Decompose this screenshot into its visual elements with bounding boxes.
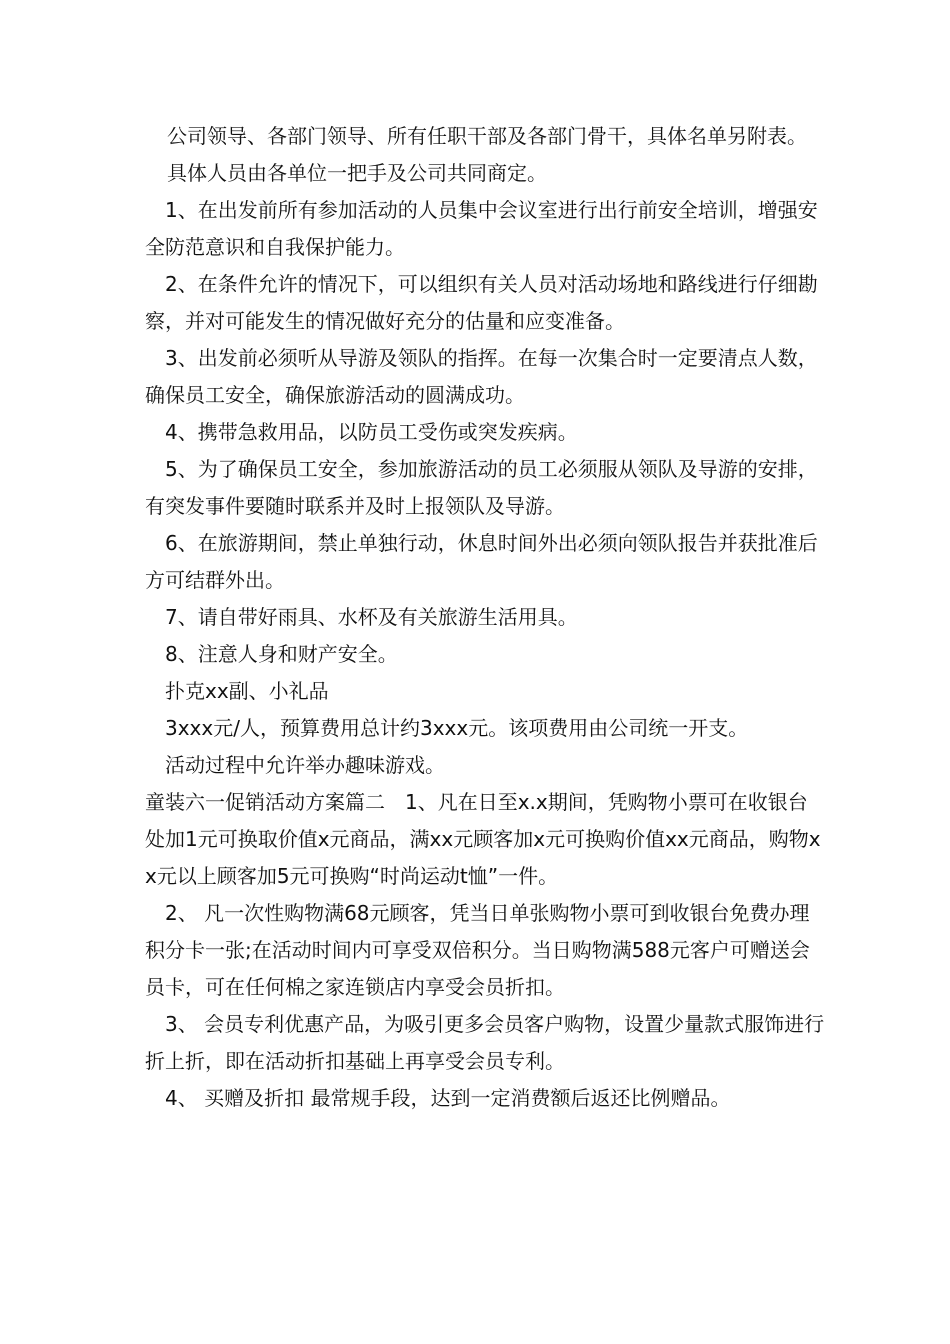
paragraph-budget: 3xxx元/人，预算费用总计约3xxx元。该项费用由公司统一开支。 xyxy=(165,716,749,740)
paragraph-item-3: 3、出发前必须听从导游及领队的指挥。在每一次集合时一定要清点人数，确保员工安全，确保旅游活动的圆满成功。 xyxy=(145,346,818,407)
paragraph-item-6: 6、在旅游期间，禁止单独行动，休息时间外出必须向领队报告并获批准后方可结群外出。 xyxy=(145,531,818,592)
paragraph-item-4: 4、携带急救用品，以防员工受伤或突发疾病。 xyxy=(165,420,578,444)
paragraph-plan-two-item-1: 童装六一促销活动方案篇二 1、凡在日至x.x期间，凭购物小票可在收银台处加1元可换取价值x元商品，满xx元顾客加x元可换购价值xx元商品，购物xx元以上顾客加5元可换购“时尚运动t恤”一件。 xyxy=(145,790,821,888)
paragraph-participants: 公司领导、各部门领导、所有任职干部及各部门骨干，具体名单另附表。 xyxy=(167,124,807,148)
paragraph-item-8: 8、注意人身和财产安全。 xyxy=(165,642,398,666)
paragraph-plan-two-item-3: 3、 会员专利优惠产品，为吸引更多会员客户购物，设置少量款式服饰进行折上折，即在活动折扣基础上再享受会员专利。 xyxy=(145,1012,825,1073)
paragraph-plan-two-item-4: 4、 买赠及折扣 最常规手段，达到一定消费额后返还比例赠品。 xyxy=(165,1086,731,1110)
paragraph-item-2: 2、在条件允许的情况下，可以组织有关人员对活动场地和路线进行仔细勘察，并对可能发生的情况做好充分的估量和应变准备。 xyxy=(145,272,818,333)
paragraph-plan-two-item-2: 2、 凡一次性购物满68元顾客，凭当日单张购物小票可到收银台免费办理积分卡一张;在活动时间内可享受双倍积分。当日购物满588元客户可赠送会员卡，可在任何棉之家连锁店内享受会员折扣。 xyxy=(145,901,810,999)
paragraph-item-5: 5、为了确保员工安全，参加旅游活动的员工必须服从领队及导游的安排，有突发事件要随时联系并及时上报领队及导游。 xyxy=(145,457,818,518)
paragraph-personnel: 具体人员由各单位一把手及公司共同商定。 xyxy=(167,161,547,185)
paragraph-item-1: 1、在出发前所有参加活动的人员集中会议室进行出行前安全培训，增强安全防范意识和自我保护能力。 xyxy=(145,198,818,259)
paragraph-item-7: 7、请自带好雨具、水杯及有关旅游生活用具。 xyxy=(165,605,578,629)
paragraph-prizes: 扑克xx副、小礼品 xyxy=(165,679,329,703)
document-body xyxy=(145,118,825,1117)
paragraph-games: 活动过程中允许举办趣味游戏。 xyxy=(165,753,445,777)
